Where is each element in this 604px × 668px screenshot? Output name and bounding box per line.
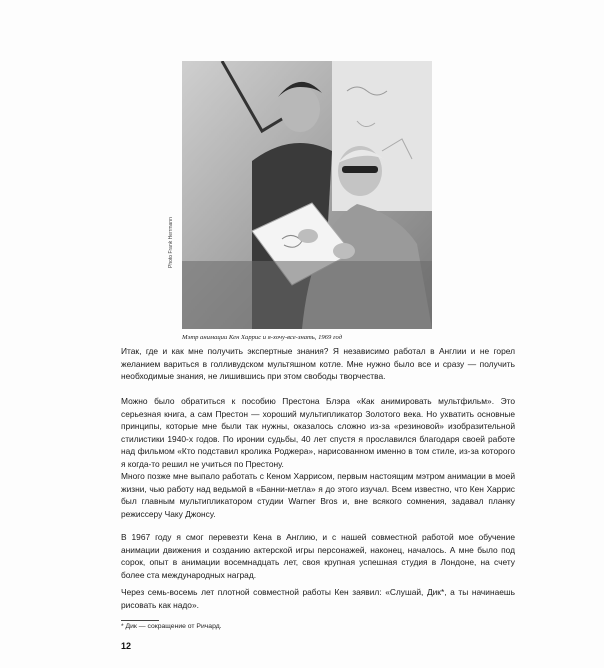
historical-photo <box>182 61 432 329</box>
paragraph-1: Итак, где и как мне получить экспертные знания? Я независимо работал в Англии и не горел желанием вариться в голливудском мультяшном котле. Мне нужно было все и сразу — получить необходимые знания, не лишившись при этом свободы творчества. <box>121 346 515 382</box>
photo-illustration <box>182 61 432 329</box>
footnote-divider <box>121 620 159 621</box>
paragraph-3: Много позже мне выпало работать с Кеном Харрисом, первым настоящим мэтром анимации в моей жизни, чью работу над ведьмой в «Банни-метла» я до этого изучал. Всем известно, что Кен Харрис был главным мультипликатором студии Warner Bros и, вне всякого сомнения, задавал планку режиссеру Чаку Джонсу. <box>121 471 515 519</box>
paragraph-2: Можно было обратиться к пособию Престона Блэра «Как анимировать мультфильм». Это серьезная книга, а сам Престон — хороший мультипликатор Золотого века. Но ухватить основные принципы, которые мне были так нужны, оказалось сложно из-за «резиновой» изобразительной стилистики 1940-х годов. По иронии судьбы, 40 лет спустя я прославился благодаря своей работе над фильмом «Кто подставил кролика Роджера», нарисованном именно в том стиле, из-за которого я когда-то решил не учиться по Престону. <box>121 396 515 469</box>
page-number: 12 <box>121 641 132 651</box>
footnote: * Дик — сокращение от Ричард. <box>121 623 222 630</box>
photo-caption: Мэтр анимации Кен Харрис и я-хочу-все-знать, 1969 год <box>182 334 343 341</box>
paragraph-4: В 1967 году я смог перевезти Кена в Англию, и с нашей совместной работой мое обучение анимации движения и созданию актерской игры персонажей, наконец, началось. А мне было под сорок, опыт в анимации восемнадцать лет, своя крупная успешная студия в Лондоне, на счету более ста международных наград. <box>121 532 515 580</box>
photo-credit: Photo Frank Herrmann <box>168 217 174 268</box>
paragraph-5: Через семь-восемь лет плотной совместной работы Кен заявил: «Слушай, Дик*, а ты начинаешь рисовать как надо». <box>121 587 515 610</box>
